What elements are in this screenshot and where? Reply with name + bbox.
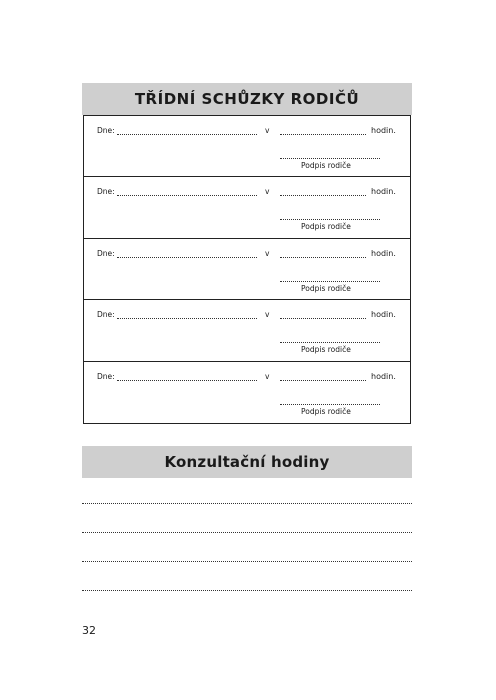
- time-field[interactable]: [280, 374, 366, 381]
- date-label: Dne:: [97, 371, 115, 381]
- date-field[interactable]: [117, 251, 257, 258]
- time-field[interactable]: [280, 251, 366, 258]
- time-field[interactable]: [280, 128, 366, 135]
- signature-field[interactable]: [280, 215, 380, 220]
- meeting-row: [84, 300, 410, 361]
- date-field[interactable]: [117, 312, 257, 319]
- signature-label: Podpis rodiče: [301, 161, 351, 170]
- parent-meetings-table: [83, 115, 411, 424]
- parent-meetings-title-text: TŘÍDNÍ SCHŮZKY RODIČŮ: [134, 90, 360, 108]
- time-field[interactable]: [280, 312, 366, 319]
- signature-label: Podpis rodiče: [301, 406, 351, 416]
- date-field[interactable]: [117, 374, 257, 381]
- parent-meetings-title: [82, 83, 412, 115]
- date-field[interactable]: [117, 128, 257, 135]
- consultation-line[interactable]: [82, 560, 412, 562]
- meeting-row: [84, 116, 410, 177]
- meeting-row: [84, 239, 410, 300]
- at-label: v: [265, 371, 270, 381]
- consultation-hours-title: [82, 446, 412, 478]
- hours-label: hodin.: [371, 371, 396, 381]
- signature-field[interactable]: [280, 400, 380, 405]
- hours-label: hodin.: [371, 126, 396, 135]
- signature-field[interactable]: [280, 277, 380, 282]
- date-field[interactable]: [117, 189, 257, 196]
- hours-label: hodin.: [371, 248, 396, 258]
- meeting-row: [84, 177, 410, 238]
- signature-field[interactable]: [280, 338, 380, 343]
- page-number: 32: [82, 624, 96, 637]
- consultation-lines: [82, 502, 412, 618]
- consultation-line[interactable]: [82, 502, 412, 504]
- at-label: v: [265, 126, 270, 135]
- consultation-line[interactable]: [82, 589, 412, 591]
- consultation-line[interactable]: [82, 531, 412, 533]
- signature-field[interactable]: [280, 154, 380, 159]
- meeting-row: [84, 362, 410, 423]
- consultation-hours-title-text: Konzultační hodiny: [164, 453, 330, 471]
- at-label: v: [265, 310, 270, 320]
- signature-label: Podpis rodiče: [301, 283, 351, 293]
- signature-label: Podpis rodiče: [301, 222, 351, 232]
- date-label: Dne:: [97, 126, 115, 135]
- date-label: Dne:: [97, 248, 115, 258]
- date-label: Dne:: [97, 187, 115, 197]
- hours-label: hodin.: [371, 187, 396, 197]
- date-label: Dne:: [97, 310, 115, 320]
- hours-label: hodin.: [371, 310, 396, 320]
- signature-label: Podpis rodiče: [301, 345, 351, 355]
- at-label: v: [265, 248, 270, 258]
- time-field[interactable]: [280, 189, 366, 196]
- at-label: v: [265, 187, 270, 197]
